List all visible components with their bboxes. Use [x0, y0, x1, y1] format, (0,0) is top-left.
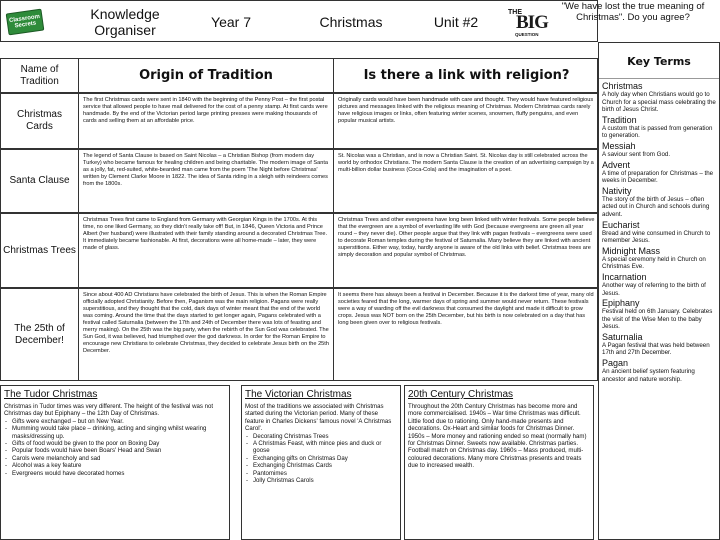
key-term: Advent [602, 159, 631, 170]
key-term-definition: Festival held on 6th January. Celebrates the visit of the Wise Men to the baby Jesus. [602, 308, 713, 331]
tudor-intro: Christmas in Tudor times was very different. The height of the festival was not Christmas day but Epiphany – the 12th Day of Christmas. [4, 403, 214, 418]
title-line-1: Knowledge [90, 6, 160, 22]
topic-label: Christmas [319, 14, 383, 30]
list-item: - Mumming would take place – drinking, acting and singing whilst wearing masks/dressing up. [4, 425, 226, 440]
tradition-origin: Since about 400 AD Christians have celebrated the birth of Jesus. This is when the Roman Empire officially adopted Christianity. Before then, Paganism was the main religion. Pagans were really superstitious, and they thought that the cold, dark days of winter meant that the end of the world was coming. Around the time that the days started to get longer again, Pagans celebrated with a festival called Saturnalia (between the 17th and 24th of December there was lots of feasting and merry making). On the 25th was the big party, when the rebirth of the Sun God was celebrated. The Sun God, it was believed, had triumphed over the god darkness. In order for the Roman Empire to encourage new Christians to celebrate Christmas, they decided to celebrate Jesus birth on the 25th December. [79, 289, 334, 380]
key-term-definition: Another way of referring to the birth of Jesus. [602, 281, 706, 297]
key-term: Epiphany [602, 298, 640, 309]
key-term: Eucharist [602, 219, 640, 230]
key-term: Saturnalia [602, 331, 643, 342]
key-term: Nativity [602, 185, 632, 196]
tradition-origin: The first Christmas cards were sent in 1840 with the beginning of the Penny Post – the first postal service that allowed people to have mail delivered for the cost of a penny stamp. At first cards were handmade. By the end of the Victorian period large printing presses were making thousands of cards and selling them at an affordable price. [79, 94, 334, 148]
list-item: - Carols were melancholy and sad [4, 455, 226, 462]
key-term-definition: The story of the birth of Jesus – often acted out in Church and schools during advent. [602, 195, 710, 218]
key-term: Pagan [602, 358, 629, 369]
tradition-name: Christmas Trees [1, 214, 79, 287]
key-term: Christmas [602, 81, 643, 91]
list-item: - A Christmas Feast, with mince pies and duck or goose [245, 440, 397, 455]
table-row [0, 288, 598, 381]
tudor-title: The Tudor Christmas [4, 389, 98, 400]
column-headings [0, 58, 598, 93]
unit-label: Unit #2 [433, 14, 479, 30]
title-line-2: Organiser [94, 22, 156, 38]
col-heading-name: Name of Tradition [1, 59, 79, 92]
key-term-definition: A time of preparation for Christmas – the weeks in December. [602, 169, 714, 185]
victorian-list [245, 433, 397, 485]
key-term-definition: A custom that is passed from generation to generation. [602, 124, 713, 140]
list-item: - Popular foods would have been Boars' Head and Swan [4, 447, 226, 454]
victorian-intro: Most of the traditions we associated with Christmas started during the Victorian period. Many of these feature in Charles Dickens' famous novel 'A Christmas Carol'. [245, 403, 392, 433]
tradition-religion: Christmas Trees and other evergreens have long been linked with winter festivals. Some people believe that the evergreen are a symbol of everlasting life with God (because evergreens are green all year round – they never die). Other people argue that they link with pagan festivals – evergreens were used to decorate Roman temples during the festival of Saturnalia. Many believe they are linked with ancient superstitions. Either way, today, hardly anyone is aware of the old links with belief. Christmas trees are simply decoration and popular symbol of Christmas. [338, 217, 595, 258]
list-item: - Alcohol was a key feature [4, 462, 226, 469]
tradition-religion: Originally cards would have been handmade with care and thought. They would have featured religious pictures and messages linked with the religious meaning of Christmas. Modern Christmas cards rarely have religious images or links, often featuring winter scenes, snowmen, fluffy penguins, and even popular musical artists. [338, 97, 594, 124]
tradition-origin: Christmas Trees first came to England from Germany with Georgian Kings in the 1700s. At this time, no one liked Germany, so they didn't really take off! But, in 1846, Queen Victoria and Prince Albert (her husband) were illustrated with their family standing around a decorated Christmas Tree. It immediately became fashionable. At first, decorations were all home-made – later, they were made of glass. [79, 214, 334, 287]
tudor-list [4, 418, 226, 477]
list-item: - Jolly Christmas Carols [245, 477, 397, 484]
logo-text: Classroom Secrets [8, 13, 41, 30]
tradition-name: Christmas Cards [1, 94, 79, 148]
big-question-text: "We have lost the true meaning of Christmas". Do you agree? [561, 1, 705, 23]
list-item: - Pantomimes [245, 470, 397, 477]
header [0, 0, 598, 42]
key-term: Midnight Mass [602, 245, 661, 256]
victorian-title: The Victorian Christmas [245, 389, 352, 400]
tradition-religion: It seems there has always been a festival in December. Because it is the darkest time of year, many old societies feared that the long, warmer days of spring and summer would never return. These festivals were a way of warding off the evil darkness that consumed the daylight and made it difficult to grow crops. Jesus was NOT born on the 25th December, but his birth is now celebrated on a day that has long been given over to religious festivals. [338, 292, 594, 326]
c20-body: Throughout the 20th Century Christmas has become more and more commercialised. 1940s – War time Christmas was difficult. Little food due to rationing. Only hand-made presents and decorations. Ox-Heart and similar foods for Christmas Dinner. 1950s – More money and rationing ended so meat (normally ham) for Christmas Dinner. Sweets now available. Christmas parties. Football match on Christmas day. 1960s – Mass produced, multi-coloured decorations. Many more Christmas presents and treats due to increased wealth. [408, 403, 587, 470]
col-heading-origin: Origin of Tradition [79, 59, 334, 92]
key-term: Tradition [602, 114, 637, 125]
tradition-origin: The legend of Santa Clause is based on Saint Nicolas – a Christian Bishop (from modern day Turkey) who became famous for healing children and being charitable. The modern image of Santa as a jolly, fat, red-suited, white-bearded man came from the poem 'The Night before Christmas' written by Clement Clarke Moore in 1822. The idea of Santa riding in a sleigh with reindeers comes from the 1800s. [79, 150, 334, 212]
key-term: Messiah [602, 140, 636, 151]
tradition-religion: St. Nicolas was a Christian, and is now a Christian Saint. St. Nicolas day is still celebrated across the world by orthodox Christians. The modern Santa Clause is the creation of an advertising campaign by a multi-billion dollar business (Coca-Cola) and the imagination of a poet. [338, 153, 594, 173]
list-item: - Exchanging gifts on Christmas Day [245, 455, 397, 462]
big-question-logo: THE BIG QUESTION [508, 9, 548, 37]
twentieth-century-box [404, 385, 594, 540]
list-item: - Decorating Christmas Trees [245, 433, 397, 440]
tradition-name: The 25th of December! [1, 289, 79, 380]
key-term-definition: A special ceremony held in Church on Christmas Eve. [602, 255, 706, 271]
classroom-secrets-logo [3, 5, 47, 39]
key-term-definition: Bread and wine consumed in Church to remember Jesus. [602, 229, 711, 245]
list-item: - Evergreens would have decorated homes [4, 470, 226, 477]
key-term-definition: A Pagan festival that was held between 17th and 27th December. [602, 341, 710, 357]
tudor-christmas-box [0, 385, 230, 540]
key-term: Incarnation [602, 271, 647, 282]
key-term-definition: An ancient belief system featuring ancestor and nature worship. [602, 368, 695, 383]
key-term-definition: A holy day when Christians would go to Church for a special mass celebrating the birth of Jesus Christ. [602, 91, 716, 114]
col-heading-religion: Is there a link with religion? [363, 68, 570, 83]
list-item: - Gifts of food would be given to the poor on Boxing Day [4, 440, 226, 447]
table-row [0, 93, 598, 149]
victorian-christmas-box [241, 385, 401, 540]
table-row [0, 213, 598, 288]
year-label: Year 7 [211, 14, 251, 30]
key-term-definition: A saviour sent from God. [602, 150, 671, 158]
c20-title: 20th Century Christmas [408, 389, 514, 400]
key-terms-title: Key Terms [599, 45, 719, 79]
table-row [0, 149, 598, 213]
key-terms-panel [598, 42, 720, 540]
tradition-name: Santa Clause [1, 150, 79, 212]
list-item: - Gifts were exchanged – but on New Year. [4, 418, 226, 425]
page-title [65, 1, 185, 43]
list-item: - Exchanging Christmas Cards [245, 462, 397, 469]
